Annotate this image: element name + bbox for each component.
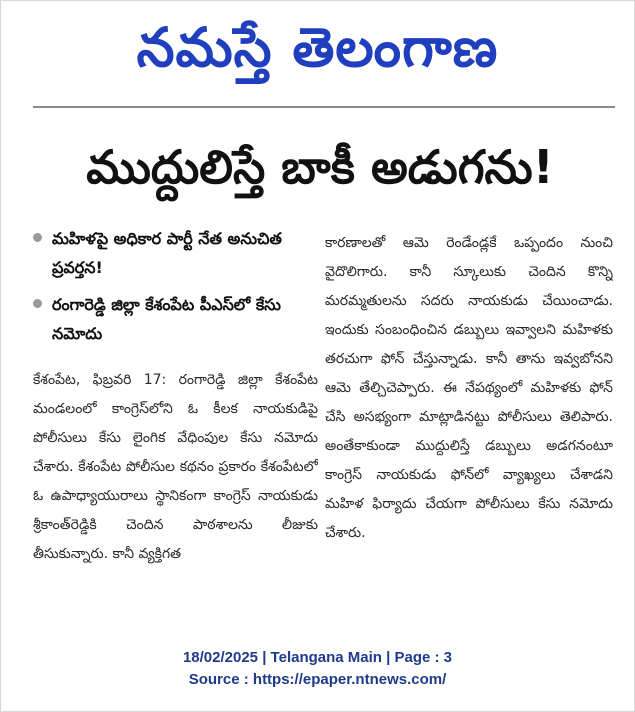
article-headline: ముద్దులిస్తే బాకీ అడుగను! (86, 140, 554, 194)
article-body-right-column (325, 229, 613, 609)
source-link[interactable]: Source : https://epaper.ntnews.com/ (188, 671, 447, 688)
bullet-dot-icon (33, 233, 42, 242)
highlight-text: రంగారెడ్డి జిల్లా కేశంపేట పీఎస్‌లో కేసు నమోదు (52, 295, 281, 343)
article-highlights (33, 224, 323, 356)
article-body-left-column (33, 366, 318, 606)
source-footer (0, 647, 635, 691)
masthead-divider (33, 106, 615, 108)
highlight-item (33, 224, 323, 282)
article-body-paragraph: కారణాలతో ఆమె రెండేండ్లకే ఒప్పందం నుంచి వైదొలిగారు. కానీ స్కూలుకు చెందిన కొన్ని మరమ్మతులను సదరు నాయకుడు చేయించాడు. ఇందుకు సంబంధించిన డబ్బులు ఇవ్వాలని మహిళకు తరచుగా ఫోన్ చేస్తున్నాడు. కానీ తాను ఇవ్వబోనని ఆమె తేల్చిచెప్పారు. ఈ నేపథ్యంలో మహిళకు ఫోన్ చేసి అసభ్యంగా మాట్లాడినట్టు పోలీసులు తెలిపారు. అంతేకాకుండా ముద్దులిస్తే డబ్బులు అడగనంటూ కాంగ్రెస్ నాయకుడు ఫోన్‌లో వ్యాఖ్యలు చేశాడని మహిళ ఫిర్యాదు చేయగా పోలీసులు కేసు నమోదు చేశారు. (325, 235, 613, 541)
article-body-paragraph: కేశంపేట, ఫిబ్రవరి 17: రంగారెడ్డి జిల్లా కేశంపేట మండలంలో కాంగ్రెస్‌లోని ఓ కీలక నాయకుడిపై పోలీసులు కేసు లైంగిక వేధింపుల కేసు నమోదు చేశారు. కేశంపేట పోలీసుల కథనం ప్రకారం కేశంపేటలో ఓ ఉపాధ్యాయురాలు స్థానికంగా కాంగ్రెస్ నాయకుడు శ్రీకాంత్‌రెడ్డికి చెందిన పాఠశాలను లీజుకు తీసుకున్నారు. కానీ వ్యక్తిగత (33, 372, 318, 562)
highlight-text: మహిళపై అధికార పార్టీ నేత అనుచిత ప్రవర్తన! (52, 229, 282, 277)
bullet-dot-icon (33, 299, 42, 308)
newspaper-masthead: నమస్తే తెలంగాణ (136, 15, 499, 79)
edition-info: 18/02/2025 | Telangana Main | Page : 3 (182, 649, 453, 666)
highlight-item (33, 290, 323, 348)
